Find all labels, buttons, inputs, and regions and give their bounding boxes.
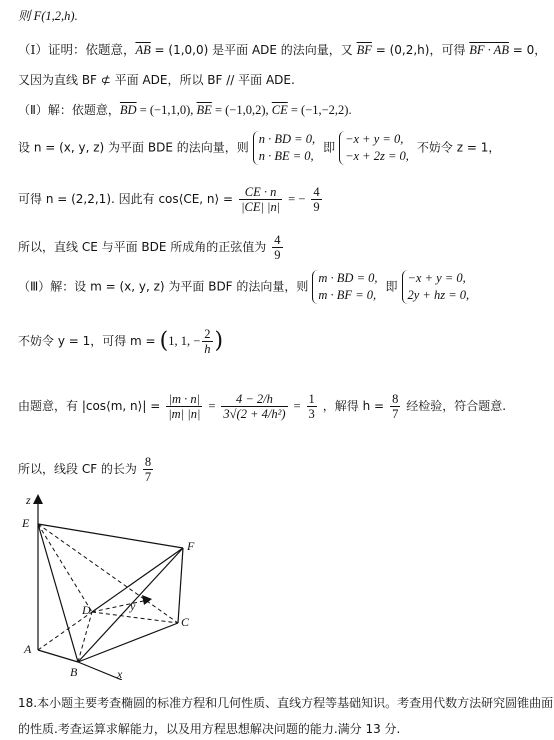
m-third-fraction: $\frac{2}{h}$ bbox=[204, 327, 211, 356]
h-value-fraction: $\frac{8}{7}$ bbox=[392, 392, 399, 421]
label-z: z bbox=[26, 493, 31, 507]
cosine-value-fraction: $\frac{4}{9}$ bbox=[313, 185, 320, 214]
m-components: 1, 1, − bbox=[168, 334, 201, 348]
cos-equation-line: 由题意，有 |cos⟨m, n⟩| = $\frac{|m \cdot n|}{|m| |n|}$ = $\frac{4 - 2/h}{\text{3√(2 + 4/h²)}}$ = $\frac{1}{3}$ ，解得 h = $\frac{8}{7}$ 经检验，符合题意. bbox=[18, 392, 507, 421]
q18-intro-line2: 的性质.考查运算求解能力，以及用方程思想解决问题的能力.满分 13 分. bbox=[18, 722, 401, 736]
paren-open: ( bbox=[159, 328, 169, 354]
part1-text-2: = (0,2,h)，可得 bbox=[371, 43, 470, 57]
label-F: F bbox=[187, 539, 195, 553]
y-axis-arrow bbox=[142, 595, 152, 605]
label-C: C bbox=[181, 615, 190, 629]
set-y-one: 不妨令 y = 1，可得 m = bbox=[18, 334, 156, 348]
cosine-fraction: $\frac{CE \cdot n}{|CE| |n|}$ bbox=[241, 185, 281, 214]
cosine-intro: 可得 n = (2,2,1). 因此有 cos⟨CE, n⟩ = bbox=[18, 192, 234, 206]
edge-ED bbox=[38, 524, 92, 612]
cos-equation-intro: 由题意，有 |cos⟨m, n⟩| = bbox=[18, 399, 161, 413]
system-n-equations: −x + y = 0, −x + 2z = 0, bbox=[339, 131, 413, 165]
cos-mn-fraction: $\frac{|m \cdot n|}{|m| |n|}$ bbox=[168, 392, 201, 421]
system-m-equations: −x + y = 0, 2y + hz = 0, bbox=[402, 270, 474, 304]
part1-text-1: = (1,0,0) 是平面 ADE 的法向量，又 bbox=[150, 43, 357, 57]
system-m-ie: 即 bbox=[385, 279, 398, 294]
z-axis-arrow bbox=[33, 494, 43, 504]
part1-label: （Ⅰ）证明：依题意， bbox=[18, 42, 136, 57]
vec-BD: $\overline{BD}$ bbox=[119, 103, 137, 117]
check-text: 经检验，符合题意. bbox=[406, 399, 507, 413]
cf-length-text: 所以，线段 CF 的长为 bbox=[18, 462, 137, 476]
part1-conclusion: 又因为直线 BF ⊄ 平面 ADE，所以 BF // 平面 ADE. bbox=[18, 73, 295, 87]
sine-result-text: 所以，直线 CE 与平面 BDE 所成角的正弦值为 bbox=[18, 240, 267, 254]
dot-BF-AB: BF · AB bbox=[469, 43, 509, 57]
paren-close: ) bbox=[214, 328, 224, 354]
label-B: B bbox=[70, 665, 78, 679]
edge-AB bbox=[38, 650, 78, 662]
label-y: y bbox=[130, 599, 136, 613]
part3-intro: （Ⅲ）解：设 m = (x, y, z) 为平面 BDF 的法向量，则 bbox=[18, 279, 309, 294]
vec-CE: $\overline{CE}$ bbox=[271, 103, 288, 117]
q18-intro-line1: 18.本小题主要考查椭圆的标准方程和几何性质、直线方程等基础知识。考查用代数方法研究圆锥曲面 bbox=[18, 696, 554, 710]
cos-equals: = bbox=[293, 399, 301, 413]
vec-BD-value: = (−1,1,0), bbox=[136, 103, 197, 117]
label-x: x bbox=[117, 667, 123, 680]
vec-AB: $\overline{AB}$ bbox=[135, 43, 151, 57]
cosine-CE-n-line bbox=[18, 185, 324, 214]
system-n-conditions: n · BD = 0, n · BE = 0, bbox=[253, 131, 319, 165]
normal-n-system-line bbox=[18, 131, 500, 165]
vec-CE-value: = (−1,−2,2). bbox=[287, 103, 352, 117]
label-A: A bbox=[24, 642, 32, 656]
one-third-fraction: $\frac{1}{3}$ bbox=[308, 392, 315, 421]
cos-mn-expanded: $\frac{4 - 2/h}{\text{3√(2 + 4/h²)}}$ bbox=[223, 392, 286, 421]
part2-label: （Ⅱ）解：依题意， bbox=[18, 103, 120, 117]
edge-EF bbox=[38, 524, 183, 548]
vec-BE-value: = (−1,0,2), bbox=[211, 103, 272, 117]
normal-m-system-line bbox=[18, 270, 473, 304]
edge-FC bbox=[178, 548, 183, 623]
set-z-one: 不妨令 z = 1， bbox=[416, 140, 501, 155]
part2-vectors-line bbox=[18, 102, 352, 118]
cf-length-line bbox=[18, 455, 155, 484]
m-vector-line bbox=[18, 327, 223, 356]
normal-n-intro: 设 n = (x, y, z) 为平面 BDE 的法向量，则 bbox=[18, 140, 249, 155]
solve-h-text: ，解得 h = bbox=[322, 399, 385, 413]
label-D: D bbox=[82, 603, 91, 617]
geometry-figure bbox=[18, 490, 218, 680]
x-axis bbox=[78, 662, 122, 680]
vec-BF: $\overline{BF}$ bbox=[356, 43, 372, 57]
line-F-coordinates: 则 F(1,2,h). bbox=[18, 9, 78, 23]
system-n-ie: 即 bbox=[323, 140, 336, 155]
sine-fraction: $\frac{4}{9}$ bbox=[274, 233, 281, 262]
sine-result-line bbox=[18, 233, 285, 262]
part1-proof-line bbox=[18, 42, 546, 58]
label-E: E bbox=[22, 516, 30, 530]
edge-EB bbox=[38, 524, 78, 662]
edge-DF bbox=[92, 548, 183, 612]
part1-text-3: = 0， bbox=[508, 43, 547, 57]
cosine-equals: = − bbox=[288, 192, 306, 206]
edge-BC bbox=[78, 623, 178, 662]
system-m-conditions: m · BD = 0, m · BF = 0, bbox=[312, 270, 381, 304]
vec-BE: $\overline{BE}$ bbox=[196, 103, 212, 117]
cf-length-fraction: $\frac{8}{7}$ bbox=[144, 455, 152, 484]
